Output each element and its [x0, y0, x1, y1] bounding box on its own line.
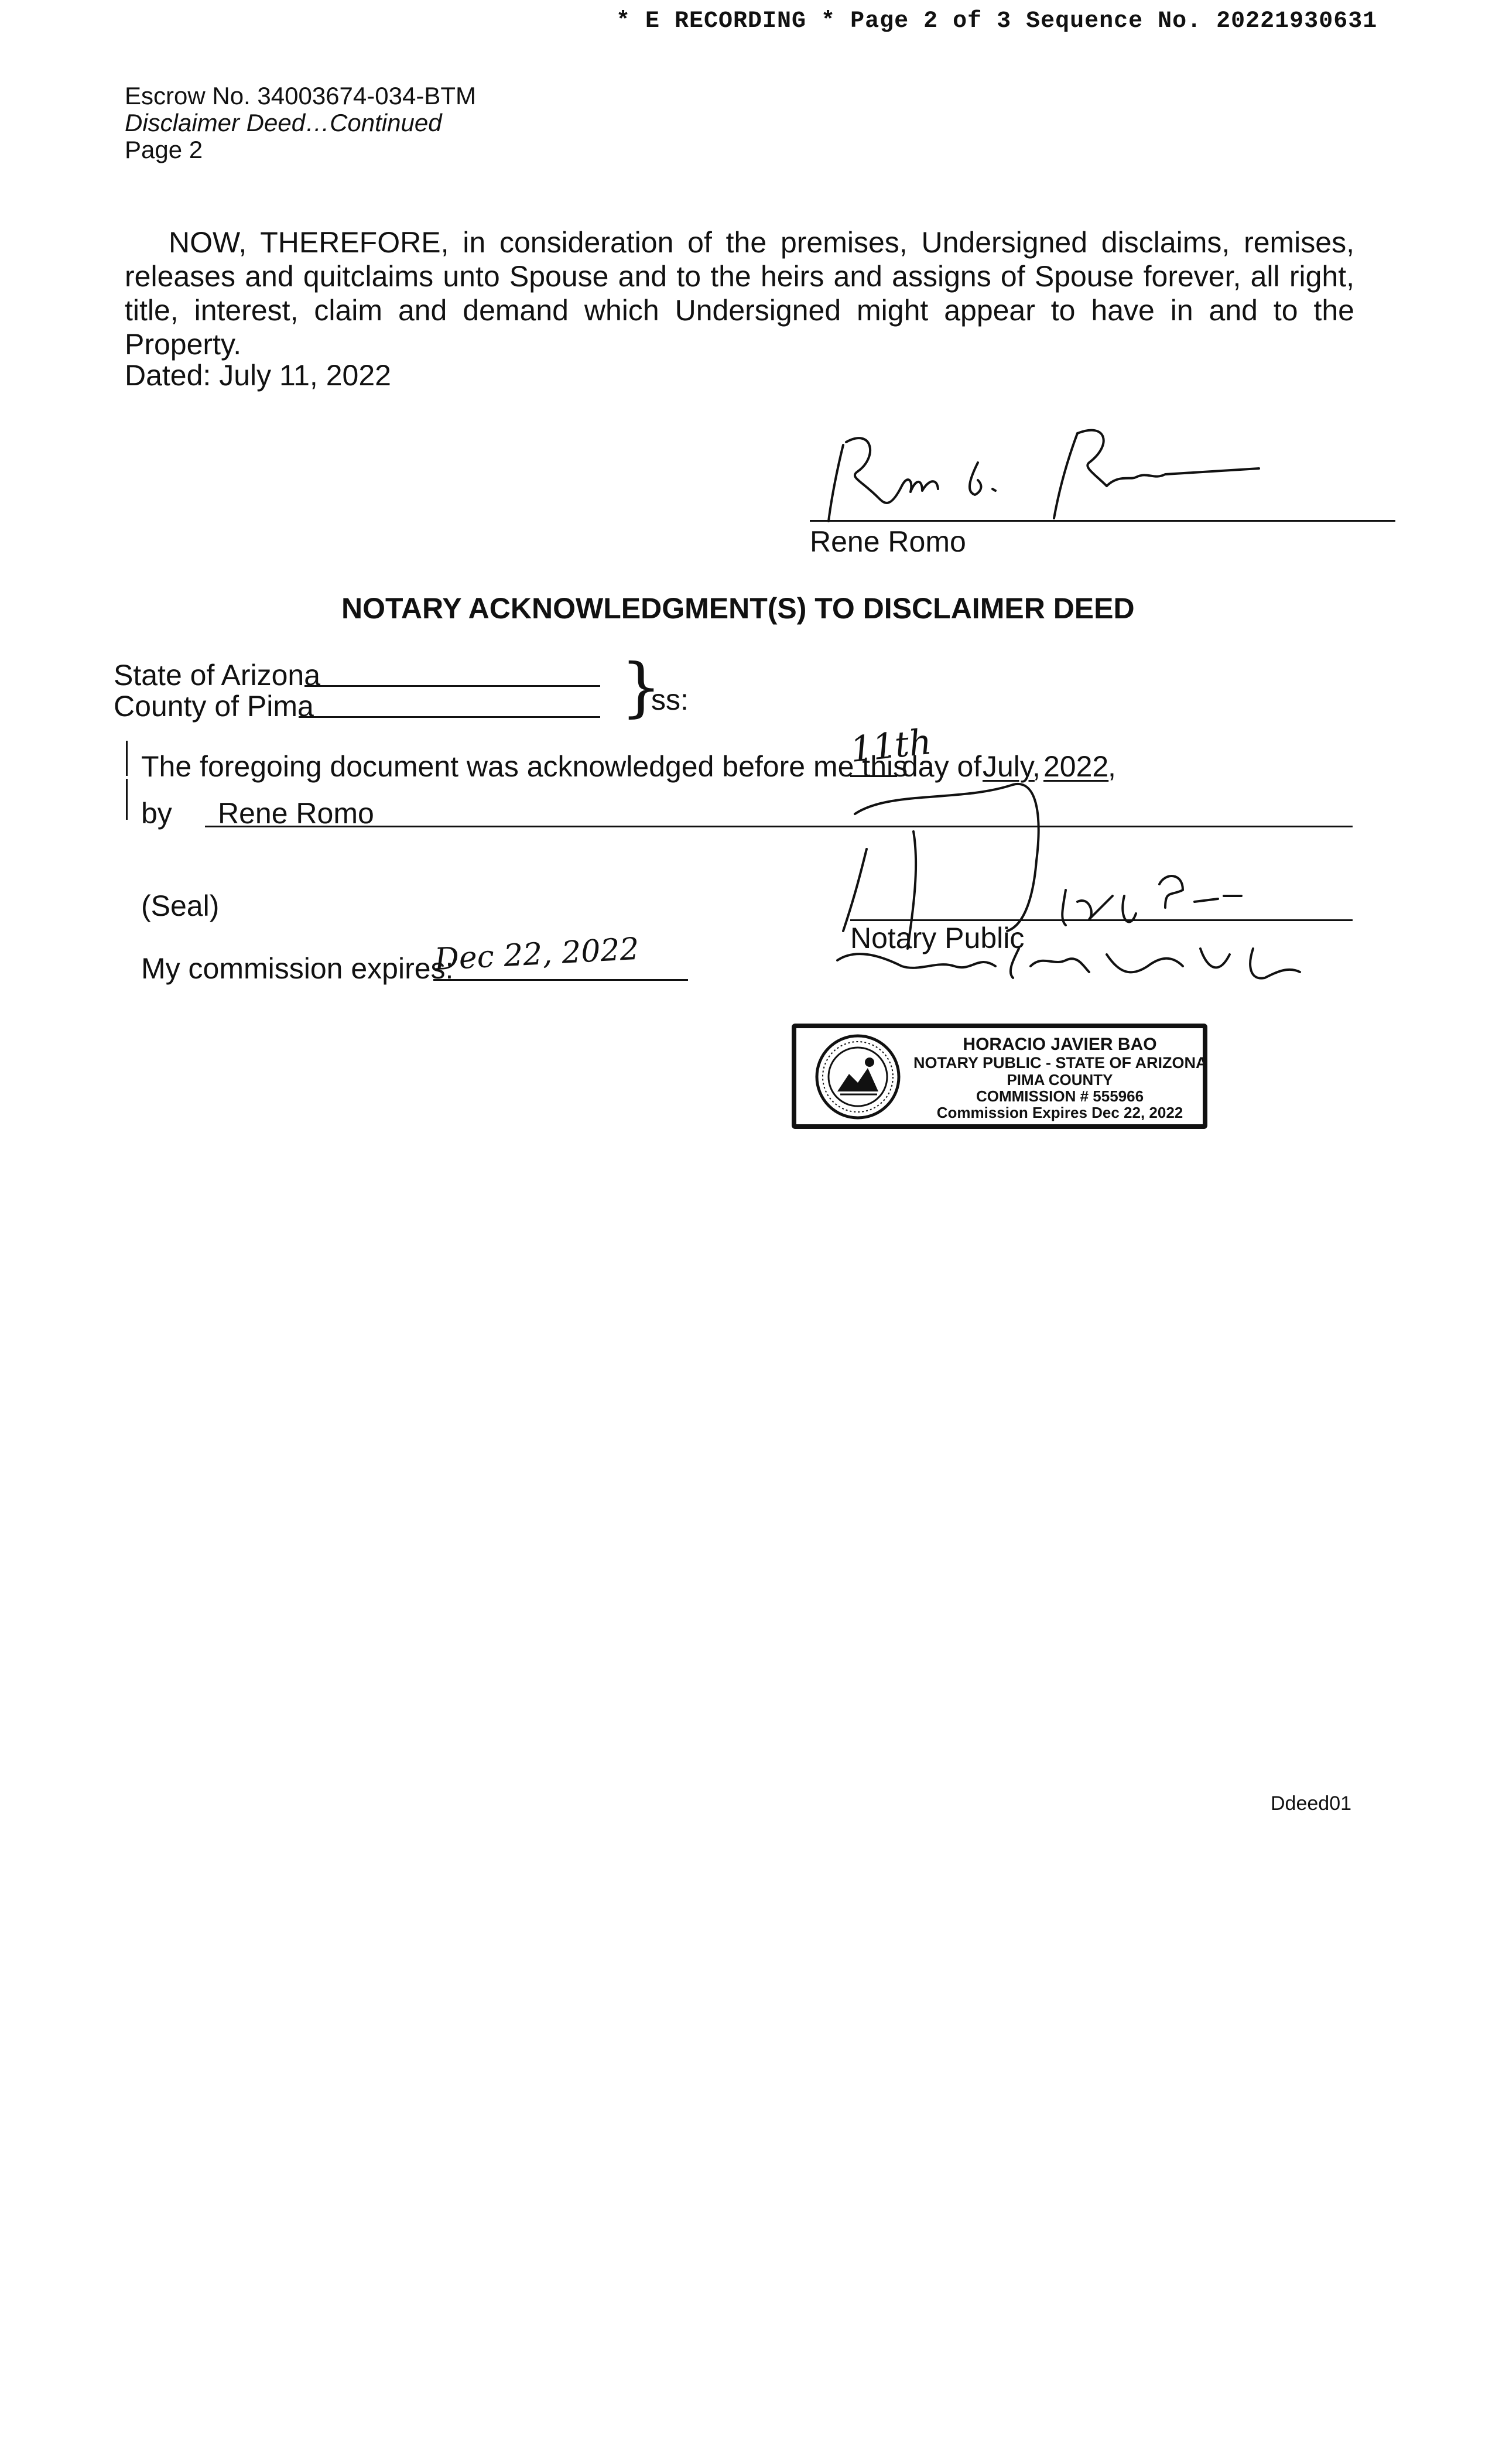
by-name: Rene Romo	[218, 797, 374, 830]
signature-icon	[802, 422, 1271, 527]
escrow-number: Escrow No. 34003674-034-BTM	[125, 82, 476, 109]
day-underline	[850, 775, 897, 777]
stamp-commission-expires: Commission Expires Dec 22, 2022	[936, 1104, 1183, 1121]
signer-name: Rene Romo	[810, 525, 966, 558]
state-label: State of Arizona	[114, 659, 321, 692]
stamp-state-line: NOTARY PUBLIC - STATE OF ARIZONA	[913, 1054, 1207, 1072]
commission-label: My commission expires:	[141, 952, 454, 985]
margin-bar	[126, 779, 128, 820]
commission-underline	[433, 979, 688, 981]
notary-stamp	[792, 1024, 1207, 1129]
month-value: July	[983, 750, 1035, 783]
handwritten-day: 11th	[848, 721, 934, 771]
stamp-commission-number: COMMISSION # 555966	[976, 1087, 1144, 1105]
document-page: * E RECORDING * Page 2 of 3 Sequence No. 20221930631 Escrow No. 34003674-034-BTM Disclaimer Deed…Continued Page 2 NOW, THEREFORE, in consideration of the premises, Undersigned disclaims, remises, releases and quitclaims unto Spouse and to the heirs and assigns of Spouse forever, all right, title, interest, claim and demand which Undersigned might appear to have in and to the Property. Dated: July 11, 2022 Rene Romo NOTARY ACKNOWLEDGMENT(S) TO DISCLAIMER DEED State of Arizona County of Pima } ss: The foregoing document was acknowledged before me this 11th day of July , 2022 , by Rene Romo (Seal) My commission expires: Dec 22, 2022 Notary Public HORACIO JAVIER BAO NOTARY PUBLIC - STATE OF ARIZONA PIMA COUNTY COMMISSION # 555966 Commission Expires Dec 22, 2022 Ddeed01	[0, 0, 1499, 2464]
recording-header: * E RECORDING * Page 2 of 3 Sequence No. 20221930631	[616, 8, 1378, 35]
signature-line	[810, 520, 1395, 522]
disclaimer-paragraph: NOW, THEREFORE, in consideration of the premises, Undersigned disclaims, remises, releases and quitclaims unto Spouse and to the heirs and assigns of Spouse forever, all right, title, interest, claim and demand which Undersigned might appear to have in and to the Property.	[125, 226, 1354, 361]
county-label: County of Pima	[114, 690, 314, 723]
form-code: Ddeed01	[1271, 1792, 1352, 1815]
page-label: Page 2	[125, 136, 203, 163]
notary-public-label: Notary Public	[850, 922, 1025, 954]
arizona-state-seal-icon	[814, 1033, 902, 1121]
stamp-notary-name: HORACIO JAVIER BAO	[963, 1035, 1157, 1054]
seal-label: (Seal)	[141, 889, 220, 922]
stamp-county: PIMA COUNTY	[1007, 1071, 1113, 1089]
document-title-continued: Disclaimer Deed…Continued	[125, 109, 442, 136]
dated-line: Dated: July 11, 2022	[125, 359, 391, 392]
by-label: by	[141, 797, 172, 830]
ss-label: ss:	[651, 683, 689, 716]
commission-handwritten: Dec 22, 2022	[433, 931, 641, 978]
notary-acknowledgment-title: NOTARY ACKNOWLEDGMENT(S) TO DISCLAIMER DEED	[341, 592, 1135, 625]
year-value: 2022	[1043, 750, 1109, 783]
brace-icon: }	[621, 649, 662, 724]
day-of-label: day of	[902, 750, 982, 783]
state-underline	[304, 685, 600, 687]
county-underline	[299, 716, 600, 718]
acknowledgment-text: The foregoing document was acknowledged before me this	[141, 750, 908, 783]
notary-signature-icon	[820, 779, 1347, 1001]
margin-tick	[126, 741, 128, 776]
